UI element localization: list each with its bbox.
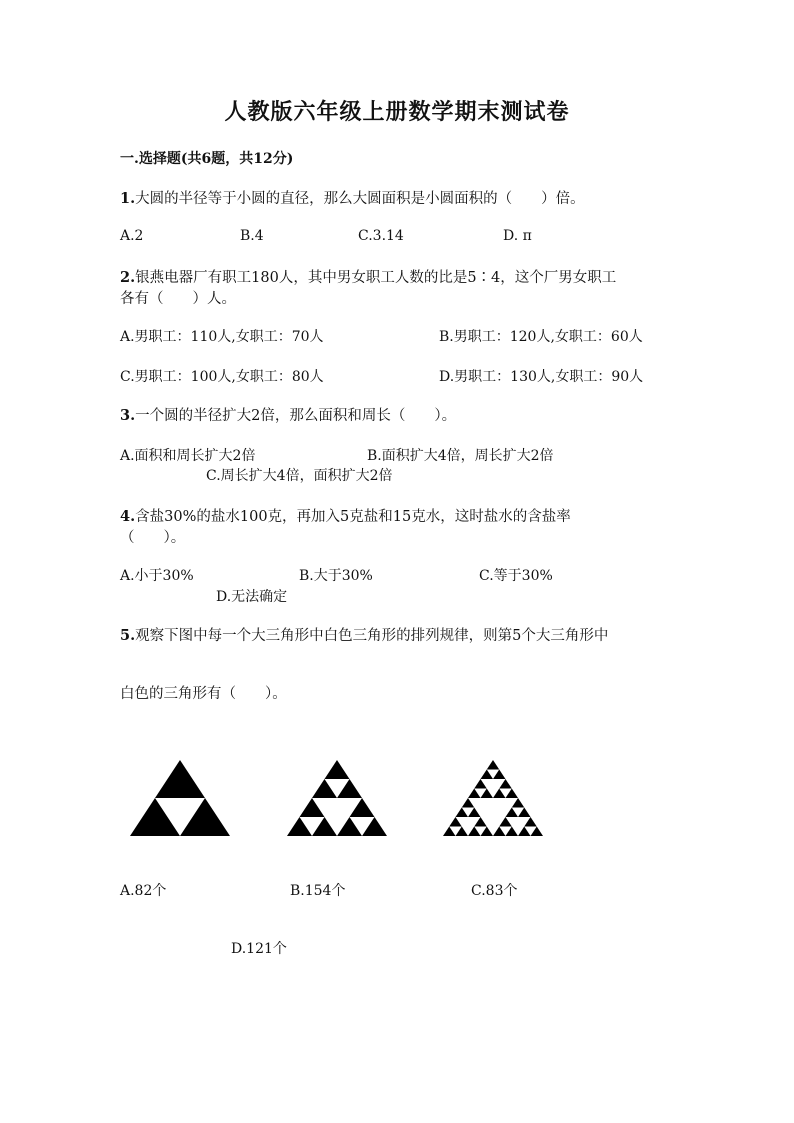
option-d[interactable]: D. π xyxy=(503,228,532,244)
option-d[interactable]: D.无法确定 xyxy=(216,589,288,605)
option-b[interactable]: B.154个 xyxy=(290,883,346,899)
option-d[interactable]: D.男职工：130人,女职工：90人 xyxy=(439,369,644,385)
question-number: 1. xyxy=(120,190,136,207)
question-number: 4. xyxy=(120,508,136,525)
question-5 xyxy=(120,624,608,645)
question-text: 观察下图中每一个大三角形中白色三角形的排列规律，则第5个大三角形中 xyxy=(135,628,609,644)
option-a[interactable]: A.82个 xyxy=(120,883,167,899)
question-2 xyxy=(120,266,616,287)
question-text: 大圆的半径等于小圆的直径，那么大圆面积是小圆面积的（ ）倍。 xyxy=(135,191,585,207)
triangle-figure-2 xyxy=(285,758,389,838)
question-number: 5. xyxy=(120,627,136,644)
option-a[interactable]: A.男职工：110人,女职工：70人 xyxy=(120,329,324,345)
option-b[interactable]: B.4 xyxy=(240,228,264,244)
option-a[interactable]: A.面积和周长扩大2倍 xyxy=(120,448,256,464)
option-b[interactable]: B.面积扩大4倍，周长扩大2倍 xyxy=(367,448,554,464)
option-c[interactable]: C.男职工：100人,女职工：80人 xyxy=(120,369,324,385)
question-number: 2. xyxy=(120,269,136,286)
triangle-figure-1 xyxy=(128,758,232,838)
option-a[interactable]: A.2 xyxy=(120,228,144,244)
option-d[interactable]: D.121个 xyxy=(231,941,287,957)
question-5-line2: 白色的三角形有（ ）。 xyxy=(120,686,287,702)
question-2-line2: 各有（ ）人。 xyxy=(120,291,236,307)
question-text: 一个圆的半径扩大2倍，那么面积和周长（ ）。 xyxy=(135,408,457,424)
page-title: 人教版六年级上册数学期末测试卷 xyxy=(224,99,570,125)
question-text: 银燕电器厂有职工180人，其中男女职工人数的比是5∶4，这个厂男女职工 xyxy=(135,270,617,286)
question-3 xyxy=(120,404,456,425)
option-b[interactable]: B.大于30% xyxy=(299,568,373,584)
option-a[interactable]: A.小于30% xyxy=(120,568,194,584)
question-number: 3. xyxy=(120,407,136,424)
option-b[interactable]: B.男职工：120人,女职工：60人 xyxy=(439,329,643,345)
question-4 xyxy=(120,505,571,526)
option-c[interactable]: C.3.14 xyxy=(358,228,404,244)
triangle-figure-3 xyxy=(441,758,545,838)
question-1 xyxy=(120,187,585,208)
question-4-line2: （ ）。 xyxy=(120,530,186,546)
option-c[interactable]: C.等于30% xyxy=(479,568,553,584)
question-text: 含盐30%的盐水100克，再加入5克盐和15克水，这时盐水的含盐率 xyxy=(135,509,571,525)
option-c[interactable]: C.83个 xyxy=(471,883,518,899)
option-c[interactable]: C.周长扩大4倍，面积扩大2倍 xyxy=(206,468,393,484)
section-heading: 一.选择题(共6题，共12分) xyxy=(120,151,294,167)
